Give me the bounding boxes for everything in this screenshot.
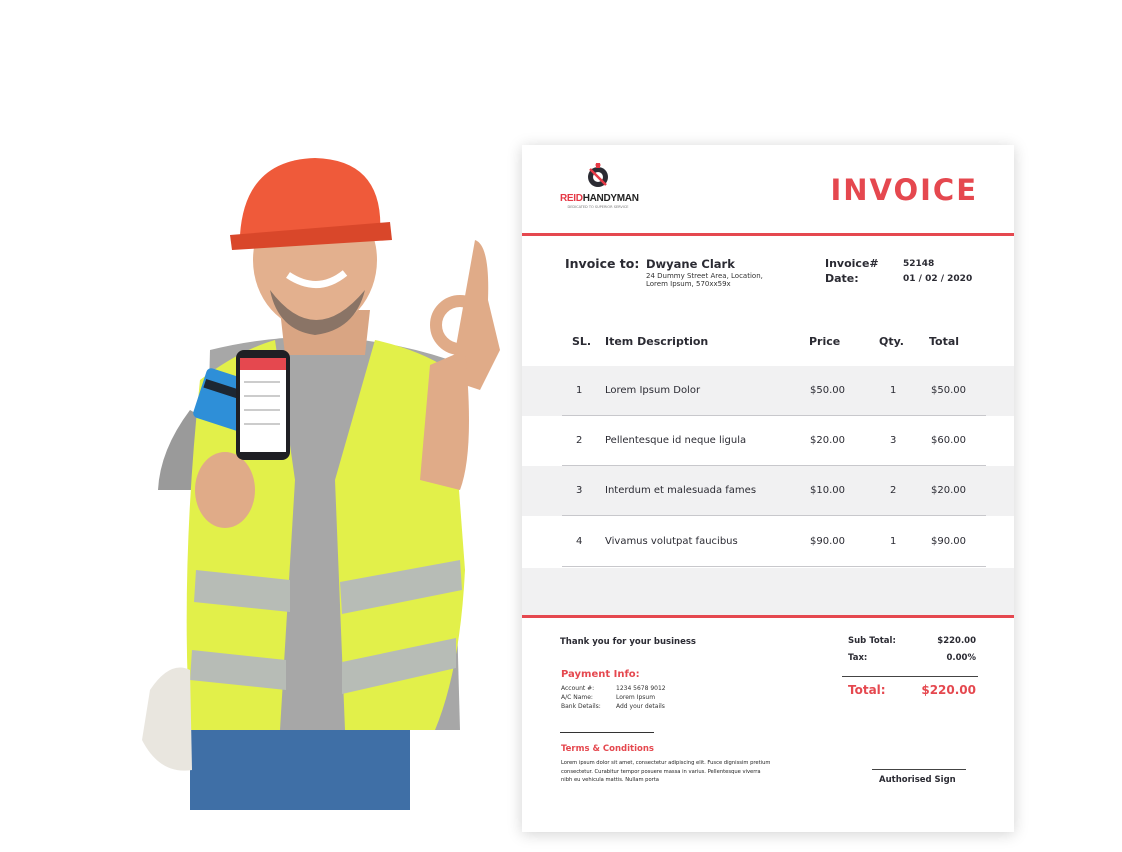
row-total: $90.00 (931, 536, 966, 547)
table-filler (522, 568, 1014, 615)
bank-details-label: Bank Details: (561, 703, 601, 710)
row-divider (562, 566, 986, 567)
worker-photo (130, 150, 530, 810)
logo-wordmark (560, 193, 639, 204)
header-divider (522, 233, 1014, 236)
invoice-number-value: 52148 (903, 259, 935, 269)
row-qty: 1 (890, 385, 897, 396)
row-description: Pellentesque id neque ligula (605, 435, 747, 446)
row-sl: 3 (576, 485, 583, 496)
row-total: $50.00 (931, 385, 966, 396)
invoice-number-label: Invoice# (825, 257, 879, 270)
column-header-description: Item Description (605, 335, 709, 348)
payment-info-title: Payment Info: (561, 669, 640, 680)
row-qty: 3 (890, 435, 897, 446)
table-row (522, 466, 1014, 516)
row-description: Interdum et malesuada fames (605, 485, 757, 496)
account-number-label: Account #: (561, 685, 595, 692)
signature-line (872, 769, 966, 770)
footer-divider (522, 615, 1014, 618)
row-price: $90.00 (810, 536, 845, 547)
row-sl: 2 (576, 435, 583, 446)
column-header-total: Total (929, 335, 960, 348)
tax-label: Tax: (848, 653, 868, 663)
terms-text: Lorem ipsum dolor sit amet, consectetur adipiscing elit. Fusce dignissim pretium consectetur. Curabitur tempor posuere massa in varius. Pellentesque viverra nibh eu vehicula mattis. Nullam porta (561, 760, 771, 783)
invoice-date-value: 01 / 02 / 2020 (903, 274, 973, 284)
terms-title: Terms & Conditions (561, 744, 654, 754)
summary-divider (842, 676, 978, 677)
invoice-to-label: Invoice to: (565, 256, 640, 271)
invoice-date-label: Date: (825, 272, 859, 285)
tax-value: 0.00% (946, 653, 976, 663)
row-price: $50.00 (810, 385, 845, 396)
total-value: $220.00 (921, 683, 976, 697)
client-name: Dwyane Clark (646, 257, 735, 271)
company-logo (560, 163, 639, 209)
column-header-qty: Qty. (879, 335, 904, 348)
logo-word-handyman: HANDYMAN (582, 193, 639, 204)
account-name-label: A/C Name: (561, 694, 593, 701)
account-name-value: Lorem Ipsum (616, 694, 656, 701)
invoice-title: INVOICE (830, 173, 978, 207)
authorised-sign-label: Authorised Sign (879, 775, 956, 785)
row-description: Lorem Ipsum Dolor (605, 385, 701, 396)
row-divider (562, 515, 986, 516)
thank-you-note: Thank you for your business (560, 637, 696, 647)
logo-word-reid: REID (560, 193, 583, 204)
table-row (522, 416, 1014, 466)
table-row (522, 366, 1014, 416)
logo-tagline: DEDICATED TO SUPERIOR SERVICE (567, 205, 629, 209)
client-address: 24 Dummy Street Area, Location, Lorem Ipsum, 570xx59x (646, 272, 763, 288)
row-qty: 2 (890, 485, 897, 496)
invoice-document (522, 145, 1014, 832)
row-price: $10.00 (810, 485, 845, 496)
row-total: $60.00 (931, 435, 966, 446)
row-sl: 1 (576, 385, 583, 396)
account-number-value: 1234 5678 9012 (616, 685, 666, 692)
total-label: Total: (848, 683, 886, 697)
row-sl: 4 (576, 536, 583, 547)
subtotal-value: $220.00 (937, 636, 976, 646)
row-total: $20.00 (931, 485, 966, 496)
column-header-price: Price (809, 335, 841, 348)
subtotal-label: Sub Total: (848, 636, 896, 646)
row-qty: 1 (890, 536, 897, 547)
terms-divider (560, 732, 654, 733)
table-row (522, 517, 1014, 567)
row-price: $20.00 (810, 435, 845, 446)
row-description: Vivamus volutpat faucibus (605, 536, 738, 547)
column-header-sl: SL. (572, 335, 592, 348)
bank-details-value: Add your details (616, 703, 665, 710)
